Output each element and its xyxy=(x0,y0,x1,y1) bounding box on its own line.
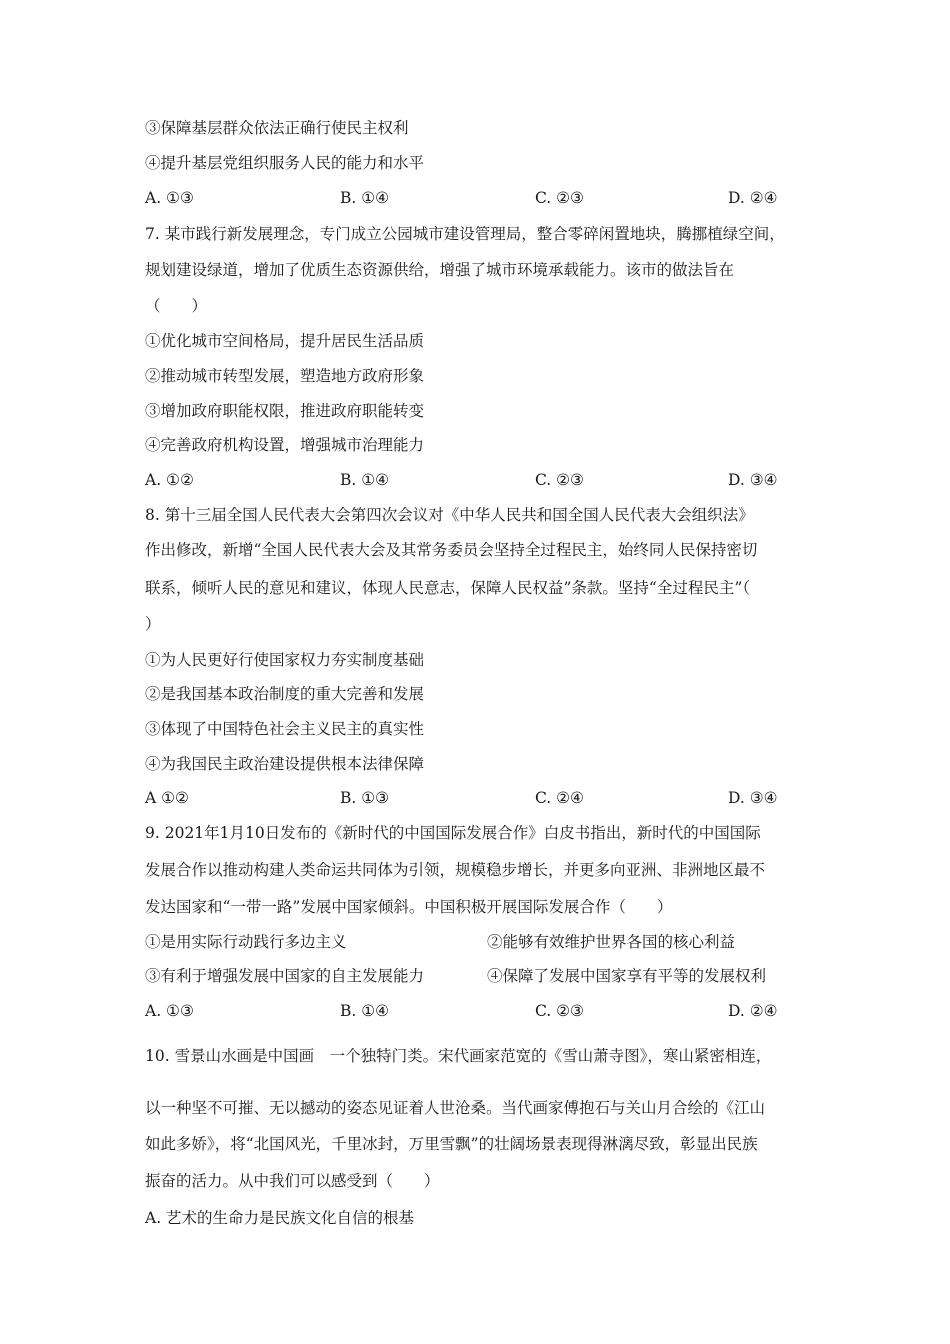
q8-option-d[interactable]: D. ③④ xyxy=(728,789,778,807)
q7-item-1: ①优化城市空间格局，提升居民生活品质 xyxy=(145,332,425,350)
q6-option-d[interactable]: D. ②④ xyxy=(728,189,778,207)
q6-option-a[interactable]: A. ①③ xyxy=(145,189,194,207)
q7-option-c[interactable]: C. ②③ xyxy=(535,471,584,489)
q9-options xyxy=(145,1001,845,1021)
q7-stem-line-3: （ ） xyxy=(145,297,208,315)
q10-stem-line-1: 10. 雪景山水画是中国画 一个独特门类。宋代画家范宽的《雪山萧寺图》，寒山紧密相连， xyxy=(145,1047,772,1065)
q9-item-3: ③有利于增强发展中国家的自主发展能力 xyxy=(145,967,425,985)
q7-item-4: ④完善政府机构设置，增强城市治理能力 xyxy=(145,436,425,454)
q9-item-4: ④保障了发展中国家享有平等的发展权利 xyxy=(487,967,767,985)
q6-options xyxy=(145,188,845,208)
q10-stem-line-4: 振奋的活力。从中我们可以感受到（ ） xyxy=(145,1172,440,1190)
q7-option-a[interactable]: A. ①② xyxy=(145,471,194,489)
q10-option-a[interactable]: A. 艺术的生命力是民族文化自信的根基 xyxy=(145,1209,415,1227)
q8-item-3: ③体现了中国特色社会主义民主的真实性 xyxy=(145,720,425,738)
q7-item-2: ②推动城市转型发展，塑造地方政府形象 xyxy=(145,367,425,385)
q9-option-d[interactable]: D. ②④ xyxy=(728,1002,778,1020)
q8-stem-line-3: 联系，倾听人民的意见和建议，体现人民意志，保障人民权益”条款。坚持“全过程民主”（ xyxy=(145,579,751,597)
q8-stem-line-4: ） xyxy=(145,615,161,633)
q7-option-b[interactable]: B. ①④ xyxy=(340,471,390,489)
q9-items-row-1 xyxy=(145,932,845,952)
q9-item-1: ①是用实际行动践行多边主义 xyxy=(145,933,347,951)
q6-item-3: ③保障基层群众依法正确行使民主权利 xyxy=(145,119,409,137)
q8-options xyxy=(145,788,845,808)
q6-option-c[interactable]: C. ②③ xyxy=(535,189,584,207)
q9-stem-line-1: 9. 2021年1月10日发布的《新时代的中国国际发展合作》白皮书指出，新时代的中国国际 xyxy=(145,824,761,842)
q10-stem-line-3: 如此多娇》，将“北国风光，千里冰封，万里雪飘”的壮阔场景表现得淋漓尽致，彰显出民族 xyxy=(145,1135,758,1153)
q8-option-a[interactable]: A ①② xyxy=(145,789,189,807)
q7-stem-line-1: 7. 某市践行新发展理念，专门成立公园城市建设管理局，整合零碎闲置地块，腾挪植绿空间， xyxy=(145,225,785,243)
q7-options xyxy=(145,470,845,490)
q8-item-2: ②是我国基本政治制度的重大完善和发展 xyxy=(145,685,425,703)
q9-option-c[interactable]: C. ②③ xyxy=(535,1002,584,1020)
q10-stem-line-2: 以一种坚不可摧、无以撼动的姿态见证着人世沧桑。当代画家傅抱石与关山月合绘的《江山 xyxy=(145,1099,766,1117)
q7-option-d[interactable]: D. ③④ xyxy=(728,471,778,489)
q8-stem-line-2: 作出修改，新增“全国人民代表大会及其常务委员会坚持全过程民主，始终同人民保持密切 xyxy=(145,541,758,559)
q8-item-1: ①为人民更好行使国家权力夯实制度基础 xyxy=(145,651,425,669)
q6-item-4: ④提升基层党组织服务人民的能力和水平 xyxy=(145,154,425,172)
q8-option-c[interactable]: C. ②④ xyxy=(535,789,584,807)
q7-stem-line-2: 规划建设绿道，增加了优质生态资源供给，增强了城市环境承载能力。该市的做法旨在 xyxy=(145,261,735,279)
q9-stem-line-2: 发展合作以推动构建人类命运共同体为引领，规模稳步增长，并更多向亚洲、非洲地区最不 xyxy=(145,861,766,879)
q9-option-b[interactable]: B. ①④ xyxy=(340,1002,390,1020)
q9-item-2: ②能够有效维护世界各国的核心利益 xyxy=(487,933,736,951)
q8-stem-line-1: 8. 第十三届全国人民代表大会第四次会议对《中华人民共和国全国人民代表大会组织法》 xyxy=(145,506,754,524)
q9-stem-line-3: 发达国家和“一带一路”发展中国家倾斜。中国积极开展国际发展合作（ ） xyxy=(145,898,673,916)
q7-item-3: ③增加政府职能权限，推进政府职能转变 xyxy=(145,402,425,420)
q9-option-a[interactable]: A. ①③ xyxy=(145,1002,194,1020)
q6-option-b[interactable]: B. ①④ xyxy=(340,189,390,207)
q8-item-4: ④为我国民主政治建设提供根本法律保障 xyxy=(145,755,425,773)
q8-option-b[interactable]: B. ①③ xyxy=(340,789,390,807)
q9-items-row-2 xyxy=(145,966,845,986)
